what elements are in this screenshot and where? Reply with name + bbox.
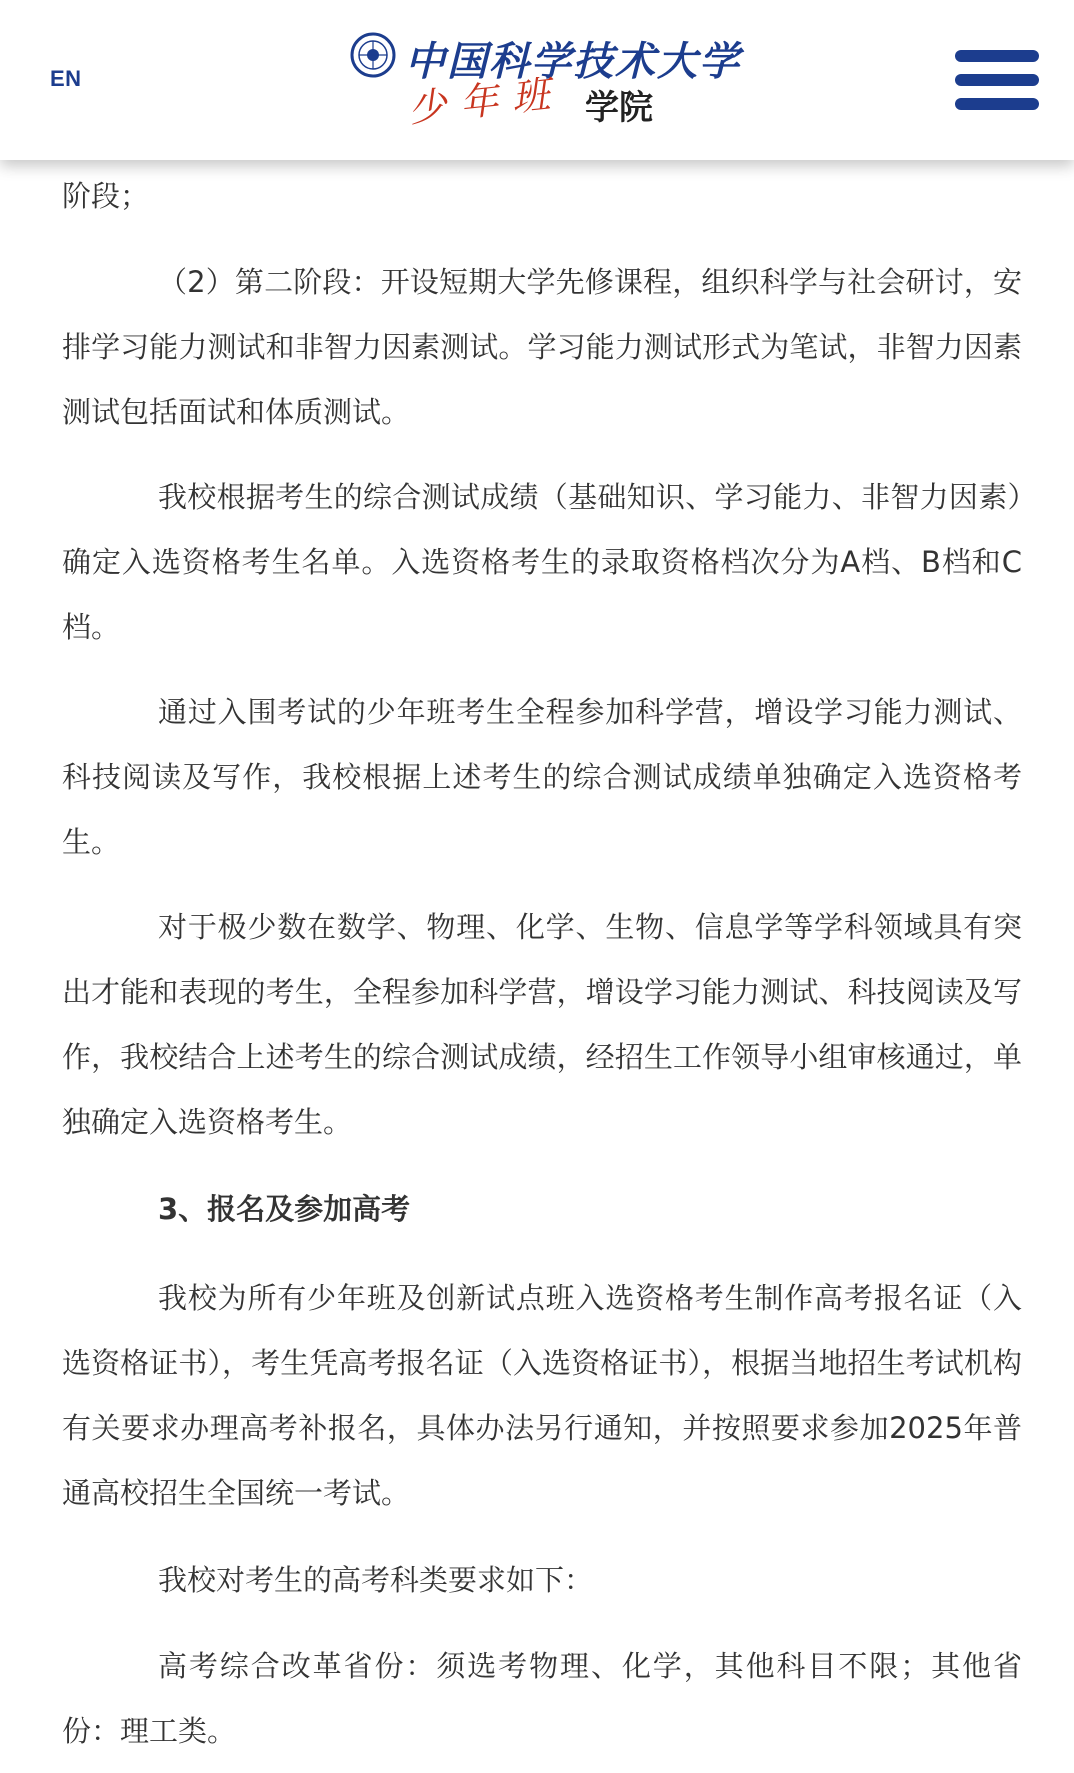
paragraph-second-stage: （2）第二阶段：开设短期大学先修课程，组织科学与社会研讨，安排学习能力测试和非智力因素测试。学习能力测试形式为笔试，非智力因素测试包括面试和体质测试。 <box>62 265 1022 429</box>
logo-school-script: 少年班 <box>406 70 566 131</box>
hamburger-menu-icon[interactable] <box>955 50 1039 110</box>
article-content <box>0 160 1074 1773</box>
paragraph-subject-requirements: 高考综合改革省份：须选考物理、化学，其他科目不限；其他省份：理工类。 <box>62 1649 1022 1748</box>
logo-school-suffix: 学院 <box>585 88 653 128</box>
paragraph-registration: 我校为所有少年班及创新试点班入选资格考生制作高考报名证（入选资格证书），考生凭高考报名证（入选资格证书），根据当地招生考试机构有关要求办理高考补报名，具体办法另行通知，并按照要求参加2025年普通高校招生全国统一考试。 <box>62 1281 1022 1510</box>
paragraph-stage-tail: 阶段； <box>62 179 150 213</box>
menu-bar-top <box>955 50 1039 62</box>
school-logo[interactable] <box>350 30 740 130</box>
paragraph-special-talent: 对于极少数在数学、物理、化学、生物、信息学等学科领域具有突出才能和表现的考生，全程参加科学营，增设学习能力测试、科技阅读及写作，我校结合上述考生的综合测试成绩，经招生工作领导小组审核通过，单独确定入选资格考生。 <box>62 910 1022 1139</box>
menu-bar-middle <box>955 74 1039 86</box>
university-seal-icon <box>350 32 396 78</box>
menu-bar-bottom <box>955 98 1039 110</box>
logo-university-name: 中国科学技术大学 <box>405 38 741 85</box>
paragraph-science-camp: 通过入围考试的少年班考生全程参加科学营，增设学习能力测试、科技阅读及写作，我校根据上述考生的综合测试成绩单独确定入选资格考生。 <box>62 695 1022 859</box>
section-heading-registration: 3、报名及参加高考 <box>158 1192 411 1226</box>
paragraph-qualification-list: 我校根据考生的综合测试成绩（基础知识、学习能力、非智力因素）确定入选资格考生名单。入选资格考生的录取资格档次分为A档、B档和C档。 <box>62 480 1022 644</box>
language-switch-link[interactable]: EN <box>50 66 82 91</box>
site-header <box>0 0 1074 160</box>
paragraph-subject-requirements-intro: 我校对考生的高考科类要求如下： <box>158 1563 594 1597</box>
